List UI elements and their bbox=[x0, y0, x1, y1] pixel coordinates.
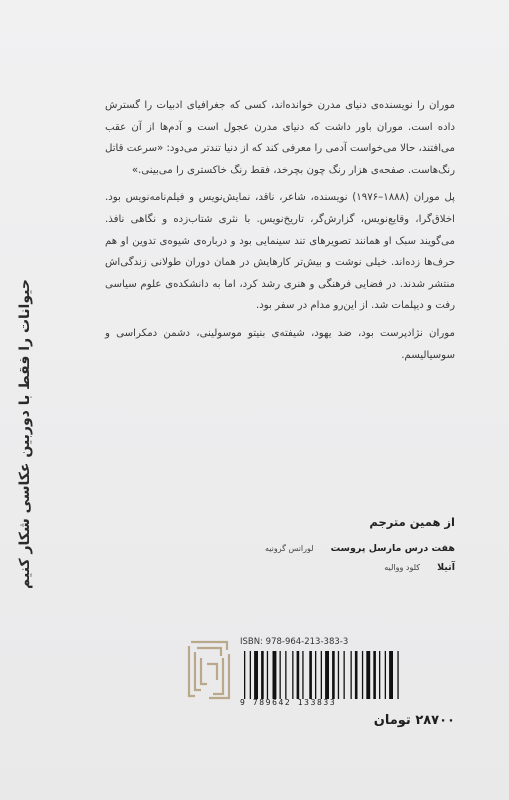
barcode-icon bbox=[240, 651, 453, 699]
other-books-section bbox=[250, 515, 455, 577]
other-books-heading: از همین مترجم bbox=[369, 515, 455, 529]
blurb-paragraph: موران نژادپرست بود، ضد یهود، شیفته‌ی بنیتو موسولینی، دشمن دمکراسی و سوسیالیسم. bbox=[105, 327, 455, 361]
barcode-number: 9 789642 133833 bbox=[240, 698, 337, 707]
publisher-logo-icon bbox=[185, 640, 233, 700]
spine-title: حیوانات را فقط با دوربین عکاسی شکار کنیم bbox=[17, 279, 33, 589]
blurb-paragraph: پل موران (۱۸۸۸–۱۹۷۶) نویسنده، شاعر، ناقد، نمایش‌نویس و فیلم‌نامه‌نویس بود. اخلاق‌گرا، وقایع‌نویس، گزارش‌گر، تاریخ‌نویس. با نثری شتاب‌زده و نگاهی نافذ. می‌گویند سبک او همانند تصویرهای تند سینمایی بود و درباره‌ی شیوه‌ی تدوین او هم حرف‌ها زده‌اند. خیلی نوشت و بیش‌تر کارهایش در همان دوران طولانی زندگی‌اش منتشر شدند. در فضایی فرهنگی و هنری رشد کرد، اما به دانشکده‌ی علوم سیاسی رفت و دیپلمات شد. از این‌رو مدام در سفر بود. bbox=[105, 192, 455, 312]
blurb-paragraph: موران را نویسنده‌ی دنیای مدرن خوانده‌اند، کسی که جغرافیای ادبیات را گسترش داده است. موران باور داشت که دنیای مدرن عجول است و آدم‌ها از آن عقب می‌افتند، حالا می‌خواست آدمی را معرفی کند که از دنیا تندتر می‌دود: «سرعت قاتل رنگ‌هاست. صفحه‌ی هزار رنگ چون بچرخد، فقط رنگ خاکستری را می‌بینی.» bbox=[104, 100, 455, 176]
book-list-item bbox=[250, 558, 455, 577]
book-title: هفت درس مارسل پروست bbox=[330, 543, 455, 554]
book-list-item bbox=[250, 539, 455, 558]
book-author: لورانس گرونیه bbox=[264, 544, 314, 553]
book-title: آتیلا bbox=[437, 562, 455, 573]
blurb-text bbox=[105, 95, 455, 372]
book-author: کلود ووالیه bbox=[384, 563, 421, 572]
isbn-label: ISBN: 978-964-213-383-3 bbox=[240, 637, 349, 647]
price-label: ۲۸۷۰۰ تومان bbox=[373, 713, 455, 728]
